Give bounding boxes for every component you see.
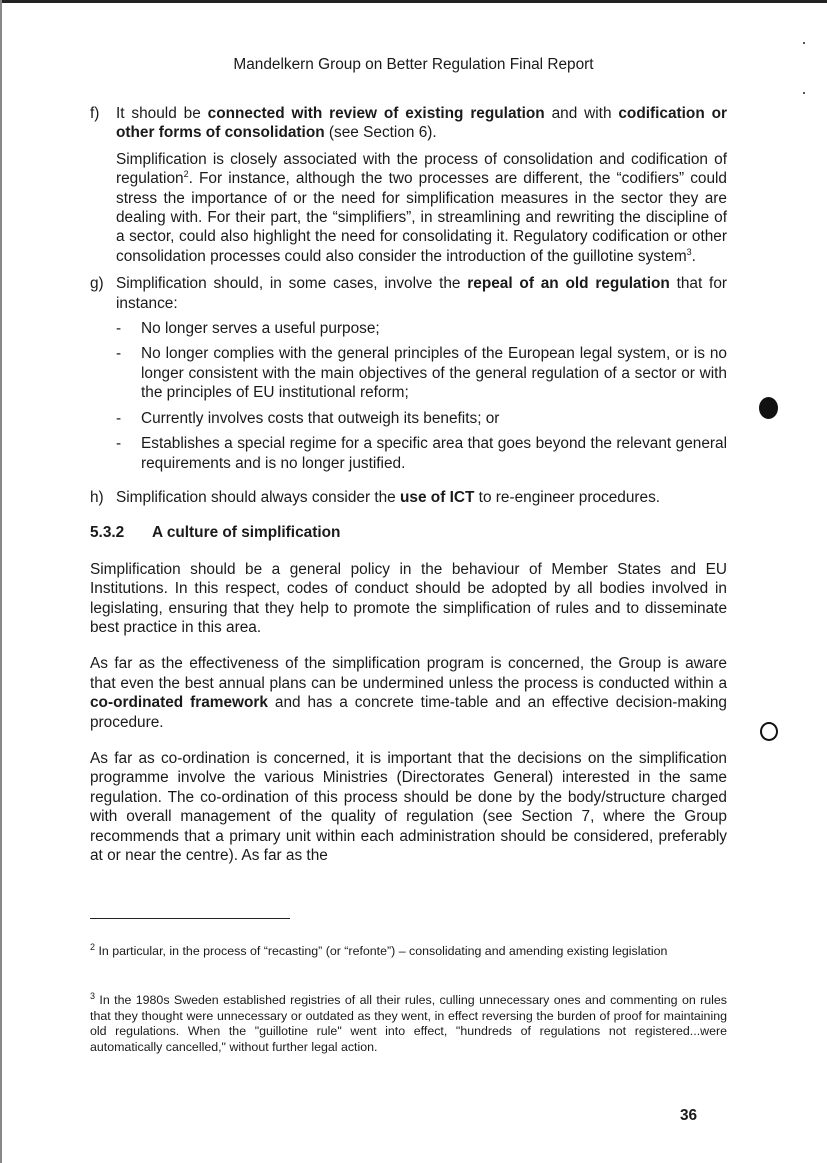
- scan-speck: [803, 92, 805, 94]
- section-title: A culture of simplification: [152, 524, 341, 542]
- item-f-lead: It should be connected with review of existing regulation and with codification or other forms of consolidation (see Section 6).: [116, 105, 727, 142]
- bullet-item: - No longer serves a useful purpose;: [116, 320, 380, 338]
- item-marker: h): [90, 488, 104, 506]
- paragraph-1: Simplification should be a general policy in the behaviour of Member States and EU Institutions. In this respect, codes of conduct should be adopted by all bodies involved in legislating, ensuring that they help to promote the simplification of rules and to disseminate best practice in this area.: [90, 560, 727, 636]
- scan-speck: [803, 42, 805, 44]
- footnote-ref-2: 2: [183, 169, 189, 180]
- section-number: 5.3.2: [90, 524, 125, 542]
- punch-hole-mark: [759, 397, 778, 419]
- bullet-item: - Currently involves costs that outweigh its benefits; or: [116, 409, 500, 427]
- footnote-number: 3: [90, 990, 96, 1001]
- item-marker: g): [90, 275, 104, 293]
- item-h-text: Simplification should always consider the use of ICT to re-engineer procedures.: [116, 488, 661, 506]
- bullet-item: - Establishes a special regime for a specific area that goes beyond the relevant general requirements and is no longer justified.: [116, 435, 727, 472]
- footnote-2: $^2$ In particular, in the process of “recasting” (or “refonte”) – consolidating and amending existing legislation: [90, 941, 668, 958]
- main-content: [90, 104, 727, 865]
- list-item-g: [90, 274, 727, 473]
- item-f-paragraph: Simplification is closely associated with the process of consolidation and codification of regulation$^2$. For instance, although the two processes are different, the “codifiers” could stress the importance of or the need for simplification measures in the sector they are dealing with. For their part, the “simplifiers”, in streamlining and rewriting the discipline of a sector, could also highlight the need for consolidating it. Regulatory codification or other consolidation processes could also consider the introduction of the guillotine system$^3$.: [116, 150, 727, 265]
- punch-hole-mark: [760, 722, 778, 741]
- section-heading: [90, 523, 727, 542]
- page-number: 36: [680, 1107, 698, 1124]
- bullet-item: - No longer complies with the general principles of the European legal system, or is no longer consistent with the main objectives of the general regulation of a sector or with the principles of EU institutional reform;: [116, 345, 727, 402]
- item-g-lead: Simplification should, in some cases, involve the repeal of an old regulation that for instance:: [116, 275, 728, 312]
- top-border: [0, 0, 827, 3]
- left-edge: [0, 0, 2, 1163]
- running-header: Mandelkern Group on Better Regulation Final Report: [233, 56, 594, 73]
- footnote-ref-3: 3: [686, 246, 692, 257]
- footnote-rule: [90, 918, 290, 919]
- list-item-h: [90, 488, 727, 507]
- footnote-3: $^3$ In the 1980s Sweden established registries of all their rules, culling unnecessary ones and commenting on rules that they thought were unnecessary or outdated as they went, in effect reversing the burden of proof for maintaining old regulations. When the "guillotine rule" went into effect, "hundreds of regulations not registered...were automatically cancelled," without further legal action.: [90, 990, 727, 1054]
- item-marker: f): [90, 105, 100, 122]
- footnote-number: 2: [90, 941, 96, 952]
- list-item-f: [90, 104, 727, 266]
- paragraph-2: As far as the effectiveness of the simplification program is concerned, the Group is aware that even the best annual plans can be undermined unless the process is conducted within a co-ordinated framework and has a concrete time-table and an effective decision-making procedure.: [90, 655, 727, 731]
- paragraph-3: As far as co-ordination is concerned, it is important that the decisions on the simplification programme involve the various Ministries (Directorates General) interested in the same regulation. The co-ordination of this process should be done by the body/structure charged with overall management of the quality of regulation (see Section 7, where the Group recommends that a primary unit within each administration should be considered, preferably at or near the centre). As far as the: [90, 749, 727, 864]
